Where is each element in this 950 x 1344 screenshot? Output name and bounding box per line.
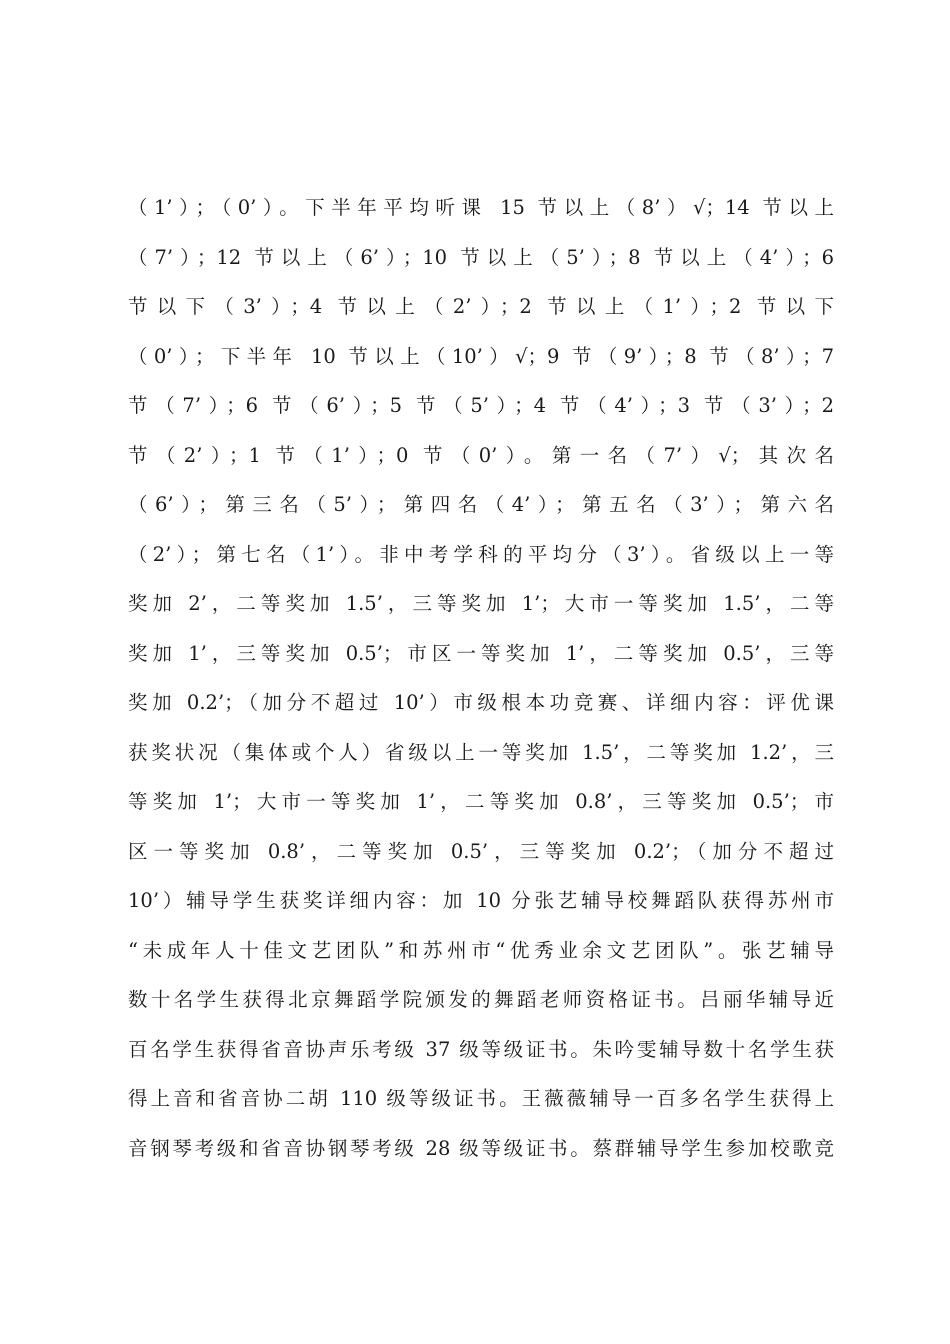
text-line: （7’）；12 节以上（6’）；10 节以上（5’）；8 节以上（4’）；6 [128, 245, 834, 269]
text-line: 获奖状况（集体或个人）省级以上一等奖加 1.5’，二等奖加 1.2’，三 [128, 740, 834, 764]
text-line: 音钢琴考级和省音协钢琴考级 28 级等级证书。蔡群辅导学生参加校歌竞 [128, 1136, 834, 1160]
text-line: 奖加 0.2’；（加分不超过 10’）市级根本功竞赛、详细内容：评优课 [128, 691, 834, 714]
text-line: 节（7’）；6 节（6’）；5 节（5’）；4 节（4’）；3 节（3’）；2 [128, 394, 834, 417]
text-line: 节（2’）；1 节（1’）；0 节（0’）。第一名（7’）√；其次名 [128, 443, 834, 467]
text-line: 得上音和省音协二胡 110 级等级证书。王薇薇辅导一百多名学生获得上 [128, 1087, 834, 1110]
text-line: 等奖加 1’；大市一等奖加 1’，二等奖加 0.8’，三等奖加 0.5’；市 [128, 790, 834, 813]
text-line: 节以下（3’）；4 节以上（2’）；2 节以上（1’）；2 节以下 [128, 295, 834, 318]
text-line: （0’）；下半年 10 节以上（10’）√；9 节（9’）；8 节（8’）；7 [128, 344, 834, 368]
text-line: 奖加 1’，三等奖加 0.5’；市区一等奖加 1’，二等奖加 0.5’，三等 [128, 641, 834, 665]
text-line: 百名学生获得省音协声乐考级 37 级等级证书。朱吟雯辅导数十名学生获 [128, 1037, 834, 1061]
text-line: 区一等奖加 0.8’，二等奖加 0.5’，三等奖加 0.2’；（加分不超过 [128, 839, 834, 863]
text-line: “未成年人十佳文艺团队”和苏州市“优秀业余文艺团队”。张艺辅导 [128, 938, 834, 962]
text-line: 奖加 2’，二等奖加 1.5’，三等奖加 1’；大市一等奖加 1.5’，二等 [128, 592, 834, 615]
text-line: （6’）；第三名（5’）；第四名（4’）；第五名（3’）；第六名 [128, 493, 834, 516]
text-line: 数十名学生获得北京舞蹈学院颁发的舞蹈老师资格证书。吕丽华辅导近 [128, 988, 834, 1011]
text-line: （1’）；（0’）。下半年平均听课 15 节以上（8’）√；14 节以上 [128, 196, 834, 219]
body-text [128, 183, 834, 1173]
text-line: （2’）；第七名（1’）。非中考学科的平均分（3’）。省级以上一等 [128, 542, 834, 566]
text-line: 10’）辅导学生获奖详细内容：加 10 分张艺辅导校舞蹈队获得苏州市 [128, 889, 834, 912]
